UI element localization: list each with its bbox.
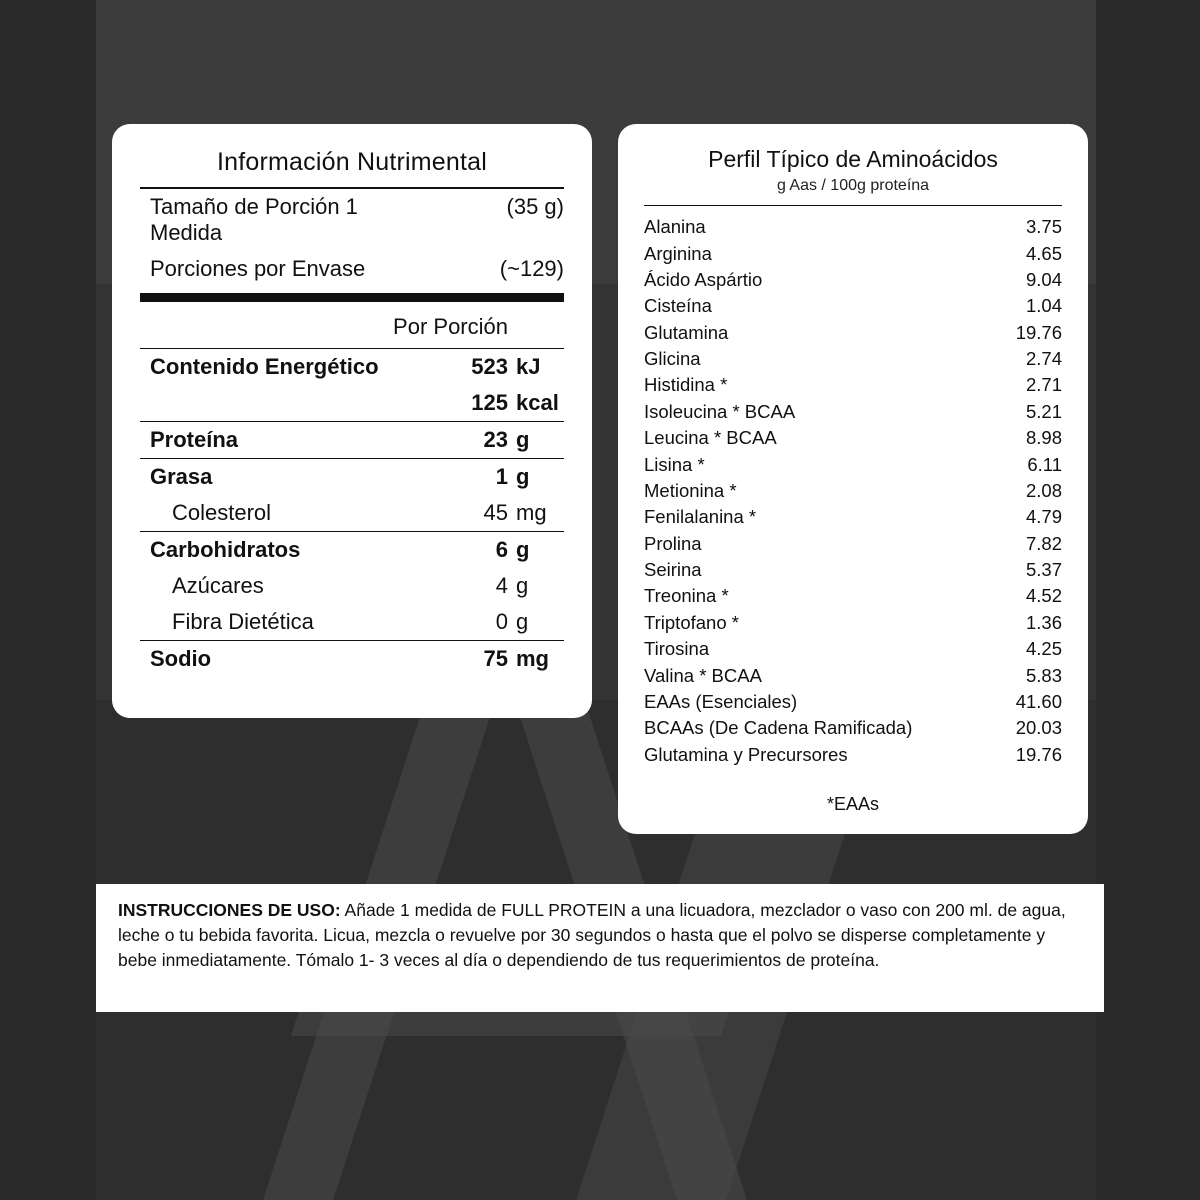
- amino-name: Isoleucina * BCAA: [644, 400, 796, 422]
- nutrient-value: 45: [483, 500, 508, 525]
- amino-name: Fenilalanina *: [644, 506, 757, 528]
- background-band-left: [0, 0, 96, 1200]
- table-row: [140, 604, 564, 640]
- nutrient-unit: g: [516, 464, 530, 489]
- table-row: [644, 504, 1062, 530]
- amino-value: 7.82: [1025, 532, 1062, 554]
- amino-name: Glicina: [644, 348, 701, 370]
- serving-size-value: (35 g): [506, 194, 564, 219]
- amino-value: 4.52: [1025, 585, 1062, 607]
- servings-per-container-row: [140, 251, 564, 287]
- table-row: [644, 689, 1062, 715]
- table-row: [644, 372, 1062, 398]
- amino-name: Arginina: [644, 242, 712, 264]
- table-row: [644, 478, 1062, 504]
- nutrient-name: Contenido Energético: [150, 354, 379, 379]
- serving-size-row: [140, 189, 564, 251]
- table-row: [140, 532, 564, 568]
- nutrient-unit: mg: [516, 500, 547, 525]
- amino-value: 19.76: [1015, 743, 1062, 765]
- nutrition-title: Información Nutrimental: [140, 148, 564, 189]
- instructions-text-block: [96, 884, 1104, 987]
- table-row: [644, 636, 1062, 662]
- amino-value: 4.25: [1025, 638, 1062, 660]
- amino-title: Perfil Típico de Aminoácidos: [708, 146, 998, 172]
- amino-value: 20.03: [1015, 717, 1062, 739]
- nutrient-value: 523: [471, 354, 508, 379]
- table-row: [140, 422, 564, 458]
- nutrient-name: Proteína: [150, 427, 239, 452]
- table-row: [644, 346, 1062, 372]
- table-row: [644, 662, 1062, 688]
- amino-name: Alanina: [644, 216, 706, 238]
- nutrient-unit: g: [516, 537, 530, 562]
- nutrient-unit: kcal: [516, 390, 559, 415]
- amino-value: 6.11: [1027, 453, 1062, 475]
- amino-name: Histidina *: [644, 374, 728, 396]
- amino-name: Cisteína: [644, 295, 712, 317]
- serving-size-label: Tamaño de Porción 1 Medida: [150, 194, 358, 245]
- table-row: [644, 583, 1062, 609]
- nutrient-value: 1: [495, 464, 508, 489]
- nutrient-unit: g: [516, 427, 530, 452]
- table-row: [644, 293, 1062, 319]
- amino-name: EAAs (Esenciales): [644, 690, 798, 712]
- table-row: [140, 495, 564, 531]
- amino-value: 1.04: [1025, 295, 1062, 317]
- amino-name: Lisina *: [644, 453, 705, 475]
- per-serving-header: [140, 302, 564, 348]
- table-row: [140, 459, 564, 495]
- nutrition-facts-panel: [112, 124, 592, 718]
- nutrient-value: 4: [495, 573, 508, 598]
- amino-subtitle: g Aas / 100g proteína: [644, 173, 1062, 206]
- nutrient-name: Grasa: [150, 464, 213, 489]
- nutrient-value: 23: [483, 427, 508, 452]
- table-row: [644, 267, 1062, 293]
- nutrient-value: 6: [495, 537, 508, 562]
- instructions-heading: INSTRUCCIONES DE USO:: [118, 900, 341, 920]
- table-row: [644, 715, 1062, 741]
- amino-name: Glutamina: [644, 321, 729, 343]
- amino-name: Valina * BCAA: [644, 664, 762, 686]
- nutrient-value: 75: [483, 646, 508, 671]
- amino-name: Metionina *: [644, 479, 737, 501]
- amino-name: Glutamina y Precursores: [644, 743, 848, 765]
- table-row: [140, 641, 564, 677]
- nutrient-unit: g: [516, 573, 529, 598]
- amino-value: 2.71: [1025, 374, 1062, 396]
- nutrient-unit: mg: [516, 646, 549, 671]
- amino-value: 5.37: [1025, 559, 1062, 581]
- nutrient-value: 125: [471, 390, 508, 415]
- table-row: [644, 610, 1062, 636]
- nutrition-thick-divider: [140, 293, 564, 302]
- nutrient-unit: kJ: [516, 354, 541, 379]
- table-row: [644, 399, 1062, 425]
- table-row: [644, 531, 1062, 557]
- nutrient-value: 0: [495, 609, 508, 634]
- table-row: [644, 742, 1062, 768]
- amino-value: 2.08: [1025, 479, 1062, 501]
- amino-value: 5.21: [1025, 400, 1062, 422]
- servings-per-container-value: (~129): [499, 256, 564, 281]
- table-row: [140, 385, 564, 421]
- per-serving-label: Por Porción: [393, 314, 508, 339]
- amino-value: 41.60: [1015, 690, 1062, 712]
- amino-value: 2.74: [1025, 348, 1062, 370]
- instructions-panel: [96, 884, 1104, 1012]
- table-row: [644, 320, 1062, 346]
- amino-name: Tirosina: [644, 638, 710, 660]
- background-band-right: [1096, 0, 1200, 1200]
- table-row: [644, 451, 1062, 477]
- amino-value: 3.75: [1025, 216, 1062, 238]
- table-row: [140, 568, 564, 604]
- nutrient-unit: g: [516, 609, 529, 634]
- nutrient-name: Sodio: [150, 646, 212, 671]
- amino-name: Ácido Aspártio: [644, 268, 763, 290]
- table-row: [140, 349, 564, 385]
- nutrient-name: Colesterol: [172, 500, 272, 525]
- amino-name: Treonina *: [644, 585, 729, 607]
- nutrient-name: Azúcares: [172, 573, 264, 598]
- amino-name: Seirina: [644, 559, 702, 581]
- servings-per-container-label: Porciones por Envase: [150, 256, 366, 281]
- amino-name: Prolina: [644, 532, 702, 554]
- nutrient-name: Carbohidratos: [150, 537, 301, 562]
- amino-name: Leucina * BCAA: [644, 427, 777, 449]
- amino-name: BCAAs (De Cadena Ramificada): [644, 717, 913, 739]
- amino-name: Triptofano *: [644, 611, 739, 633]
- table-row: [644, 240, 1062, 266]
- table-row: [644, 214, 1062, 240]
- amino-value: 8.98: [1025, 427, 1062, 449]
- amino-footnote: *EAAs: [826, 793, 880, 814]
- amino-value: 4.79: [1025, 506, 1062, 528]
- amino-value: 1.36: [1025, 611, 1062, 633]
- instructions-body: Añade 1 medida de FULL PROTEIN a una licuadora, mezclador o vaso con 200 ml. de agua, leche o tu bebida favorita. Licua, mezcla o revuelve por 30 segundos o hasta que el polvo se disperse completamente y bebe inmediatamente. Tómalo 1- 3 veces al día o dependiendo de tus requerimientos de proteína.: [118, 900, 1066, 970]
- amino-value: 9.04: [1025, 268, 1062, 290]
- amino-value: 5.83: [1025, 664, 1062, 686]
- amino-value: 19.76: [1015, 321, 1062, 343]
- table-row: [644, 557, 1062, 583]
- amino-value: 4.65: [1025, 242, 1062, 264]
- amino-acid-profile-panel: [618, 124, 1088, 834]
- table-row: [644, 425, 1062, 451]
- nutrient-name: Fibra Dietética: [172, 609, 314, 634]
